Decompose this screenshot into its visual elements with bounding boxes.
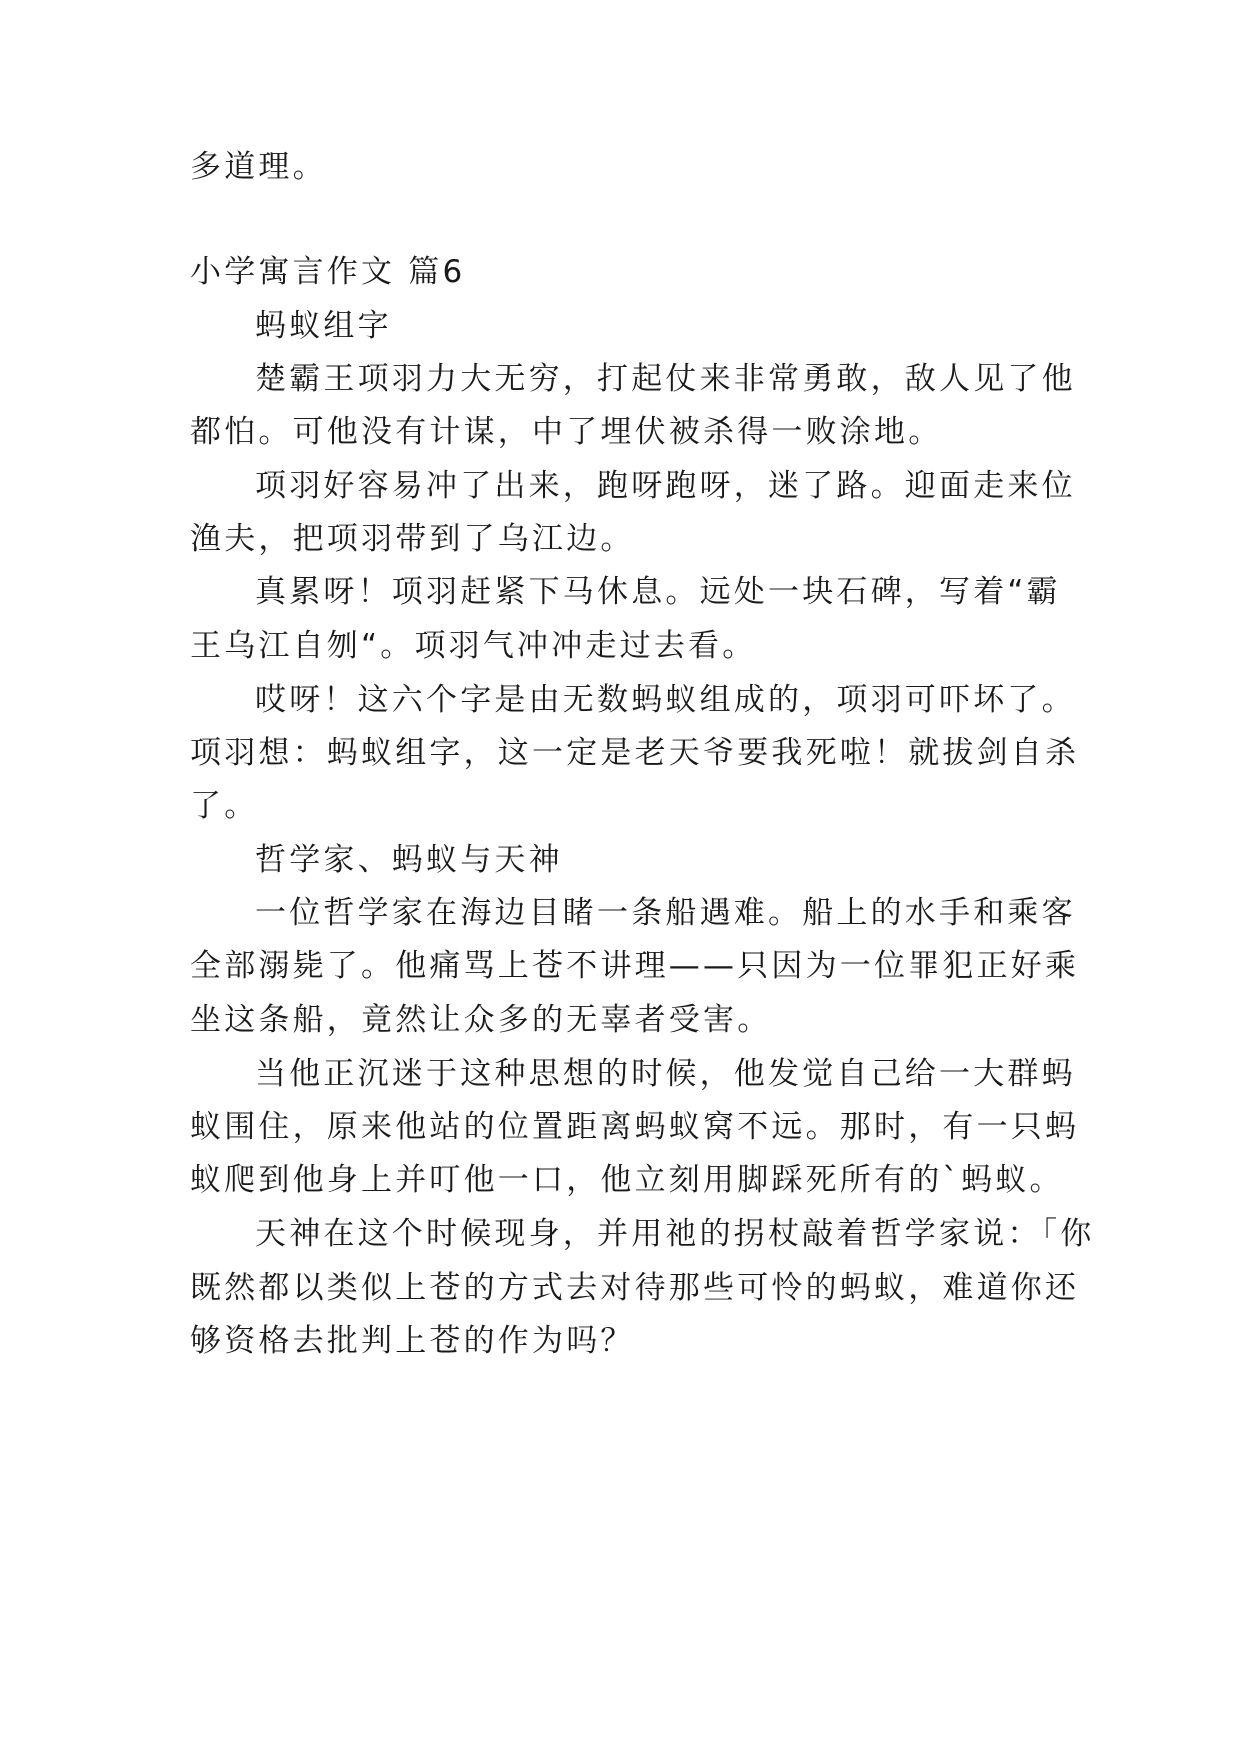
text-line: 了。 <box>190 788 259 824</box>
text-line: 真累呀！项羽赶紧下马休息。远处一块石碑，写着“霸 <box>255 574 1061 610</box>
text-line: 当他正沉迷于这种思想的时候，他发觉自己给一大群蚂 <box>255 1056 1076 1092</box>
text-line: 既然都以类似上苍的方式去对待那些可怜的蚂蚁，难道你还 <box>190 1270 1080 1306</box>
text-line: 都怕。可他没有计谋，中了埋伏被杀得一败涂地。 <box>190 414 943 450</box>
text-line: 够资格去批判上苍的作为吗？ <box>190 1323 635 1359</box>
text-line: 项羽好容易冲了出来，跑呀跑呀，迷了路。迎面走来位 <box>255 468 1076 504</box>
text-line: 渔夫，把项羽带到了乌江边。 <box>190 521 635 557</box>
text-line: 楚霸王项羽力大无穷，打起仗来非常勇敢，敌人见了他 <box>255 361 1076 397</box>
story-title: 哲学家、蚂蚁与天神 <box>255 842 563 878</box>
text-line: 王乌江自刎“。项羽气冲冲走过去看。 <box>190 628 757 664</box>
text-line: 天神在这个时候现身，并用祂的拐杖敲着哲学家说：「你 <box>255 1216 1095 1252</box>
text-line: 多道理。 <box>190 149 327 185</box>
text-line: 全部溺毙了。他痛骂上苍不讲理——只因为一位罪犯正好乘 <box>190 948 1080 984</box>
text-line: 项羽想：蚂蚁组字，这一定是老天爷要我死啦！就拔剑自杀 <box>190 735 1080 771</box>
story-title: 蚂蚁组字 <box>255 308 392 344</box>
text-line: 一位哲学家在海边目睹一条船遇难。船上的水手和乘客 <box>255 895 1076 931</box>
section-title: 小学寓言作文 篇6 <box>190 254 466 290</box>
text-line: 哎呀！这六个字是由无数蚂蚁组成的，项羽可吓坏了。 <box>255 682 1076 718</box>
text-line: 蚁爬到他身上并叮他一口，他立刻用脚踩死所有的`蚂蚁。 <box>190 1162 1064 1198</box>
text-line: 蚁围住，原来他站的位置距离蚂蚁窝不远。那时，有一只蚂 <box>190 1109 1080 1145</box>
text-line: 坐这条船，竟然让众多的无辜者受害。 <box>190 1002 772 1038</box>
